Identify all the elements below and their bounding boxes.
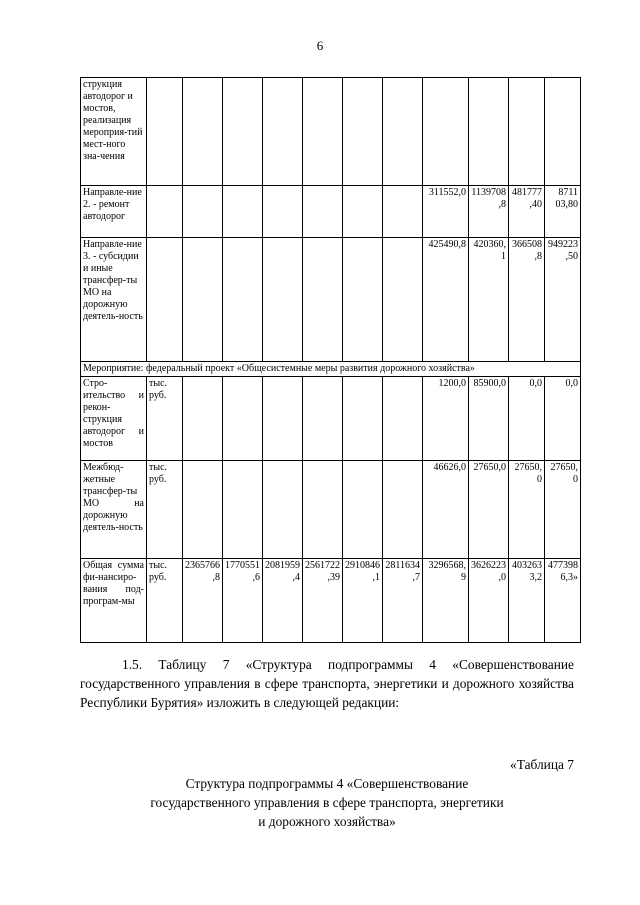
paragraph-text: 1.5. Таблицу 7 «Структура подпрограммы 4 «Совершенствование государственного управления в сфере транспорта, энергетики и дорожного хозяйства Республики Бурятия» изложить в следующей редакции: — [80, 657, 574, 710]
table-cell: 27650,0 — [509, 461, 545, 559]
table-title-line: государственного управления в сфере транспорта, энергетики — [150, 795, 504, 810]
table-row — [81, 238, 581, 362]
table-cell — [423, 78, 469, 186]
table-cell: 2910846,1 — [343, 559, 383, 643]
table-row — [81, 461, 581, 559]
table-cell — [303, 78, 343, 186]
table-cell: 8711 03,80 — [545, 186, 581, 238]
table-cell — [303, 461, 343, 559]
table-cell — [223, 186, 263, 238]
table-row — [81, 78, 581, 186]
row-unit — [147, 78, 183, 186]
table-cell — [183, 377, 223, 461]
row-unit: тыс. руб. — [147, 559, 183, 643]
row-unit — [147, 238, 183, 362]
table-row-section — [81, 362, 581, 377]
table-cell — [383, 186, 423, 238]
table-cell — [263, 238, 303, 362]
table-cell — [343, 377, 383, 461]
row-unit: тыс. руб. — [147, 377, 183, 461]
table-cell: 481777,40 — [509, 186, 545, 238]
row-name: Направле-ние 3. - субсидии и иные трансфер-ты МО на дорожную деятель-ность — [81, 238, 147, 362]
row-name: Направле-ние 2. - ремонт автодорог — [81, 186, 147, 238]
table-cell: 2811634,7 — [383, 559, 423, 643]
table-cell — [383, 377, 423, 461]
table-row — [81, 377, 581, 461]
table-cell — [343, 186, 383, 238]
table-cell: 2081959,4 — [263, 559, 303, 643]
table-cell — [223, 377, 263, 461]
table-cell: 27650,0 — [469, 461, 509, 559]
table-cell: 4773986,3» — [545, 559, 581, 643]
table-cell — [183, 186, 223, 238]
table-cell: 3296568,9 — [423, 559, 469, 643]
table-reference: «Таблица 7 — [510, 757, 574, 772]
table-cell: 46626,0 — [423, 461, 469, 559]
row-name: Общая сумма фи-нансиро-вания под-програм-мы — [81, 559, 147, 643]
table-cell — [469, 78, 509, 186]
table-row-total — [81, 559, 581, 643]
page-number: 6 — [316, 38, 324, 53]
row-unit — [147, 186, 183, 238]
table-title — [80, 774, 574, 831]
table-cell — [183, 238, 223, 362]
row-name: Межбюд-жетные трансфер-ты МО на дорожную деятель-ность — [81, 461, 147, 559]
row-unit: тыс. руб. — [147, 461, 183, 559]
table-cell — [263, 78, 303, 186]
table-cell: 2365766,8 — [183, 559, 223, 643]
row-name: Стро-ительство и рекон-струкция автодорог и мостов — [81, 377, 147, 461]
table-row — [81, 186, 581, 238]
table-cell — [183, 461, 223, 559]
table-cell — [383, 238, 423, 362]
table-cell: 0,0 — [509, 377, 545, 461]
table-cell: 2561722,39 — [303, 559, 343, 643]
table-cell — [223, 78, 263, 186]
table-cell — [183, 78, 223, 186]
table-cell: 366508,8 — [509, 238, 545, 362]
section-title: Мероприятие: федеральный проект «Общесистемные меры развития дорожного хозяйства» — [81, 362, 581, 377]
table-cell — [303, 238, 343, 362]
table-cell — [223, 238, 263, 362]
table-title-line: Структура подпрограммы 4 «Совершенствование — [185, 776, 469, 791]
table-cell: 420360,1 — [469, 238, 509, 362]
table-cell: 1139708,8 — [469, 186, 509, 238]
table-cell — [343, 461, 383, 559]
table-cell: 4032633,2 — [509, 559, 545, 643]
table-cell — [545, 78, 581, 186]
table-cell: 425490,8 — [423, 238, 469, 362]
table-cell — [263, 186, 303, 238]
table-cell — [383, 78, 423, 186]
amendment-paragraph — [80, 655, 574, 712]
table-cell — [383, 461, 423, 559]
table-cell — [343, 78, 383, 186]
table-title-line: и дорожного хозяйства» — [258, 814, 396, 829]
financing-table — [80, 77, 581, 643]
table-cell: 311552,0 — [423, 186, 469, 238]
table-cell — [343, 238, 383, 362]
table-cell: 1770551,6 — [223, 559, 263, 643]
row-name: струкция автодорог и мостов, реализация мероприя-тий мест-ного зна-чения — [81, 78, 147, 186]
table-cell — [223, 461, 263, 559]
table-cell: 0,0 — [545, 377, 581, 461]
table-cell: 1200,0 — [423, 377, 469, 461]
table-cell — [303, 377, 343, 461]
table-cell — [263, 377, 303, 461]
table-cell: 3626223,0 — [469, 559, 509, 643]
table-cell — [509, 78, 545, 186]
table-cell: 85900,0 — [469, 377, 509, 461]
table-cell — [263, 461, 303, 559]
table-cell — [303, 186, 343, 238]
table-cell: 949223,50 — [545, 238, 581, 362]
table-cell: 27650,0 — [545, 461, 581, 559]
